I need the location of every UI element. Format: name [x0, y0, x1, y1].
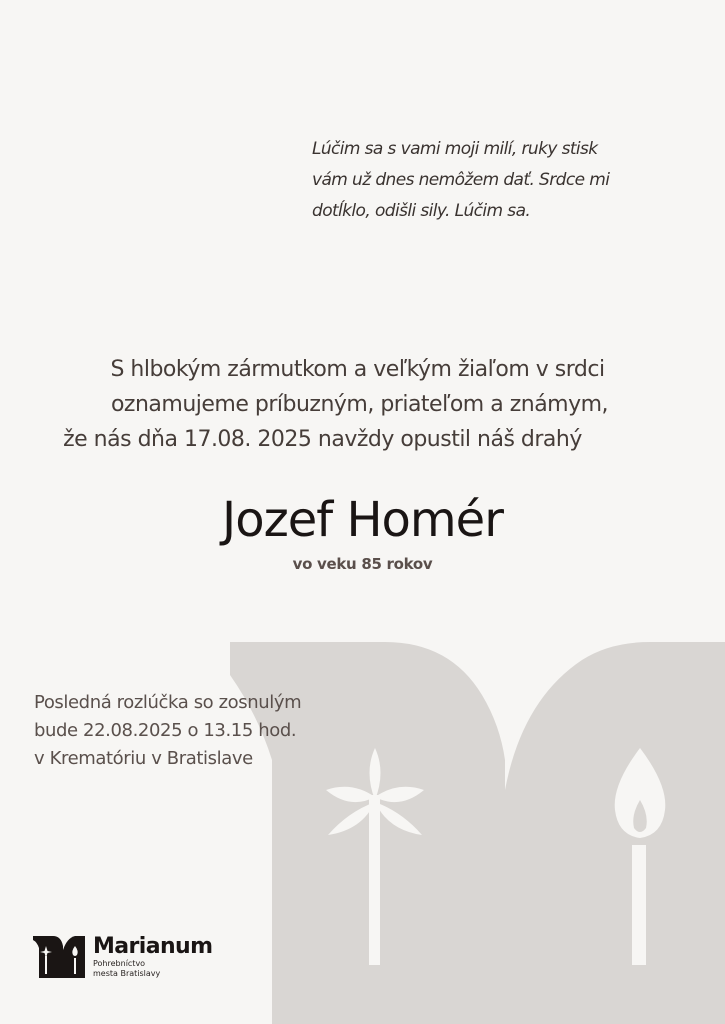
- farewell-verse: [312, 134, 652, 227]
- verse-line: vám už dnes nemôžem dať. Srdce mi: [312, 170, 610, 190]
- candle-body-shape: [632, 845, 646, 965]
- verse-line: Lúčim sa s vami moji milí, ruky stisk: [312, 139, 598, 159]
- deceased-name: Jozef Homér: [222, 492, 503, 548]
- verse-line: dotĺklo, odišli sily. Lúčim sa.: [312, 201, 531, 221]
- announcement-line: že nás dňa 17.08. 2025 navždy opustil náš drahý: [63, 427, 582, 452]
- flower-stem-shape: [369, 795, 380, 965]
- death-announcement: [0, 352, 725, 457]
- announcement-line: S hlbokým zármutkom a veľkým žiaľom v srdci: [110, 357, 605, 382]
- funeral-details-line: Posledná rozlúčka so zosnulým: [34, 692, 302, 713]
- funeral-details-line: bude 22.08.2025 o 13.15 hod.: [34, 720, 297, 741]
- announcement-line: oznamujeme príbuzným, priateľom a známym,: [110, 392, 609, 417]
- marianum-logo-name: Marianum: [93, 934, 213, 959]
- funeral-details-line: v Krematóriu v Bratislave: [34, 748, 253, 769]
- funeral-details: [34, 689, 354, 773]
- marianum-logo-icon: [33, 936, 85, 978]
- marianum-logo: [33, 933, 233, 983]
- logo-subtitle-line: mesta Bratislavy: [93, 969, 161, 978]
- marianum-logo-subtitle: [93, 959, 160, 979]
- logo-subtitle-line: Pohrebníctvo: [93, 959, 146, 968]
- emblem-right-arch-shape: [505, 642, 725, 1024]
- deceased-age: vo veku 85 rokov: [292, 555, 433, 573]
